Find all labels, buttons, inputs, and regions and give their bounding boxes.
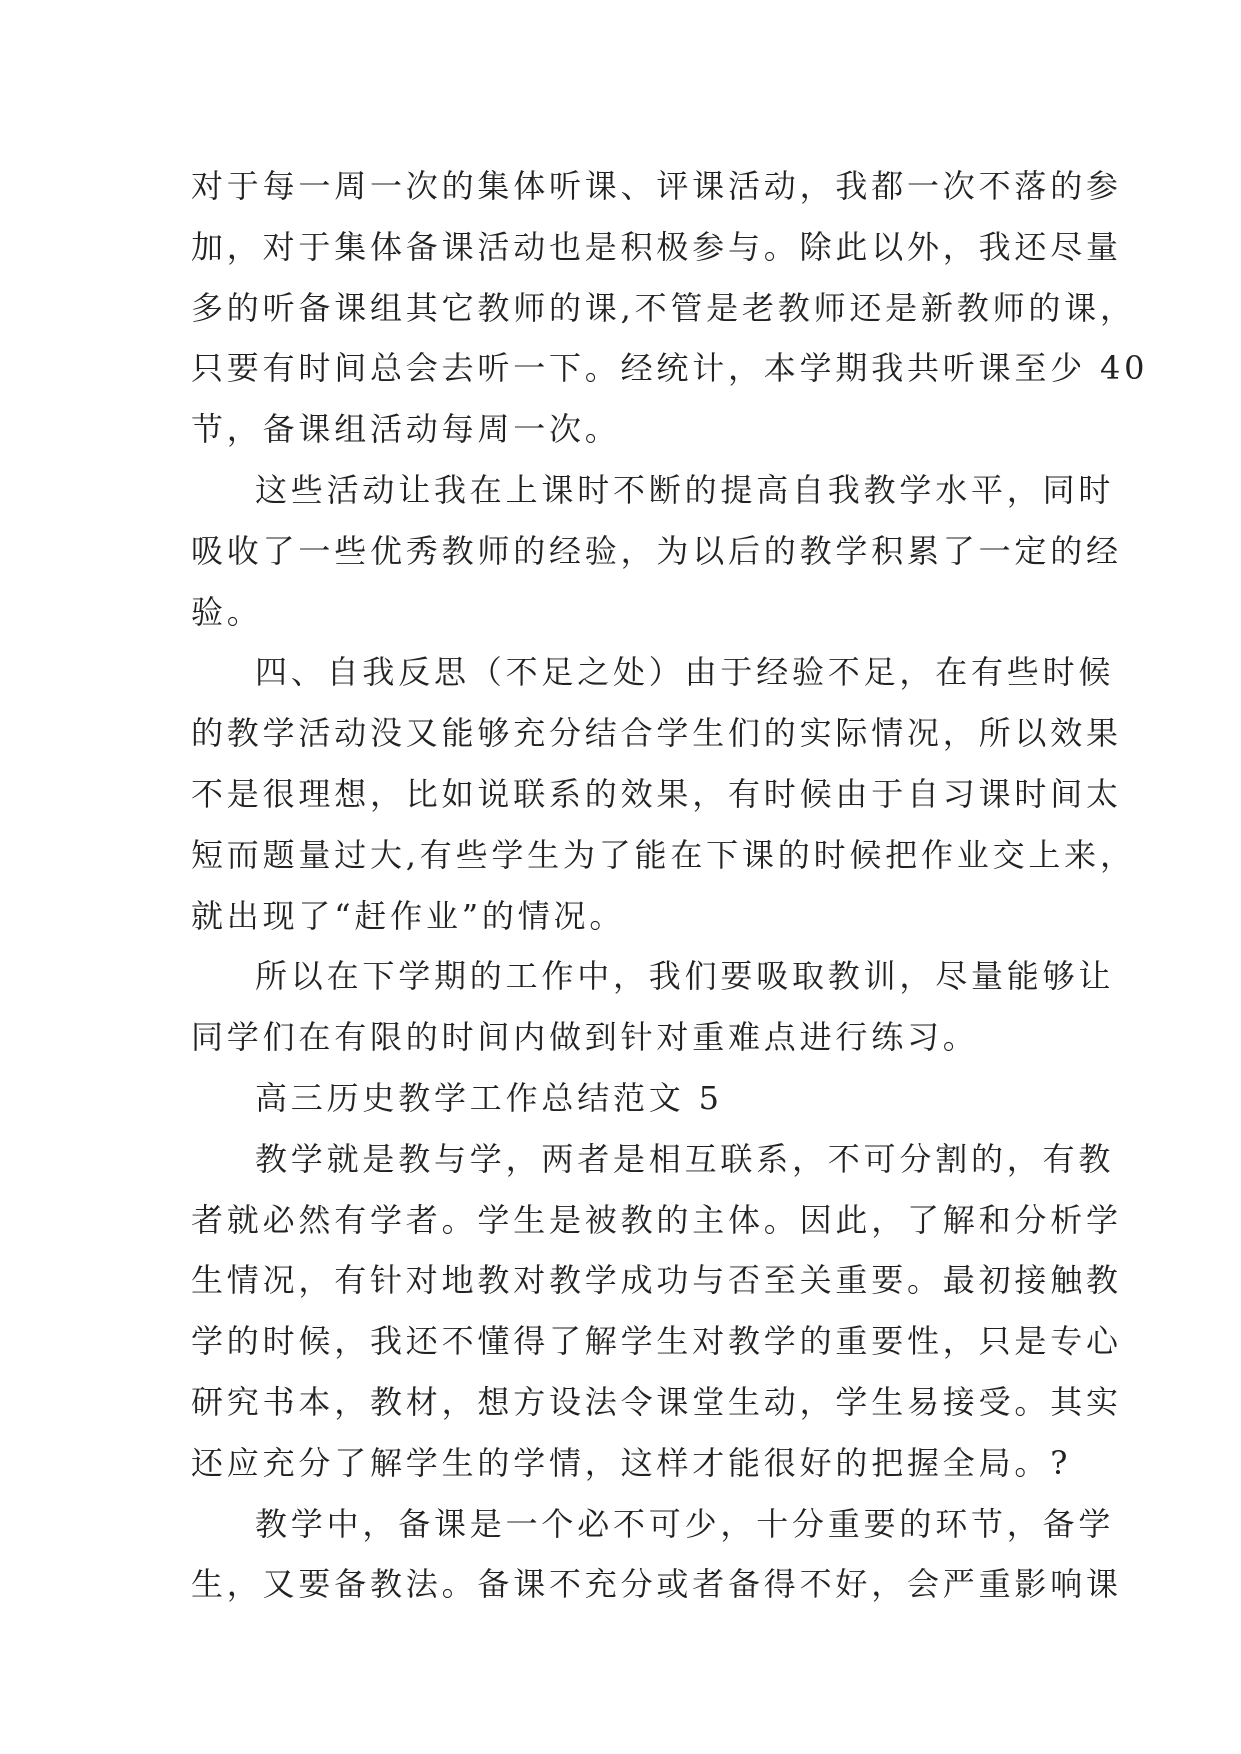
text-line: 这些活动让我在上课时不断的提高自我教学水平，同时 [255, 470, 1115, 509]
text-line: 学的时候，我还不懂得了解学生对教学的重要性，只是专心 [191, 1322, 1122, 1361]
text-line: 节，备课组活动每周一次。 [191, 410, 621, 449]
text-line: 只要有时间总会去听一下。经统计，本学期我共听课至少 40 [191, 349, 1149, 388]
text-line: 就出现了“赶作业”的情况。 [191, 896, 626, 935]
text-line: 同学们在有限的时间内做到针对重难点进行练习。 [191, 1018, 979, 1057]
text-line: 高三历史教学工作总结范文 5 [255, 1078, 723, 1117]
text-line: 对于每一周一次的集体听课、评课活动，我都一次不落的参 [191, 167, 1122, 205]
text-line: 多的听备课组其它教师的课,不管是老教师还是新教师的课， [191, 288, 1136, 327]
text-line: 短而题量过大,有些学生为了能在下课的时候把作业交上来， [191, 835, 1136, 874]
text-line: 研究书本，教材，想方设法令课堂生动，学生易接受。其实 [191, 1382, 1122, 1421]
text-line: 教学就是教与学，两者是相互联系，不可分割的，有教 [255, 1139, 1115, 1178]
text-line: 四、自我反思（不足之处）由于经验不足，在有些时候 [255, 653, 1115, 692]
text-line: 吸收了一些优秀教师的经验，为以后的教学积累了一定的经 [191, 531, 1122, 570]
text-line: 教学中，备课是一个必不可少，十分重要的环节，备学 [255, 1504, 1115, 1543]
text-line: 验。 [191, 592, 263, 631]
text-line: 的教学活动没又能够充分结合学生们的实际情况，所以效果 [191, 714, 1122, 753]
text-line: 不是很理想，比如说联系的效果，有时候由于自习课时间太 [191, 774, 1122, 813]
text-line: 加，对于集体备课活动也是积极参与。除此以外，我还尽量 [191, 227, 1122, 266]
text-line: 所以在下学期的工作中，我们要吸取教训，尽量能够让 [255, 957, 1115, 996]
text-line: 者就必然有学者。学生是被教的主体。因此，了解和分析学 [191, 1200, 1122, 1239]
text-line: 还应充分了解学生的学情，这样才能很好的把握全局。? [191, 1443, 1072, 1482]
text-line: 生情况，有针对地教对教学成功与否至关重要。最初接触教 [191, 1261, 1122, 1300]
text-line: 生，又要备教法。备课不充分或者备得不好，会严重影响课 [191, 1565, 1122, 1604]
document-body [191, 156, 1149, 1615]
